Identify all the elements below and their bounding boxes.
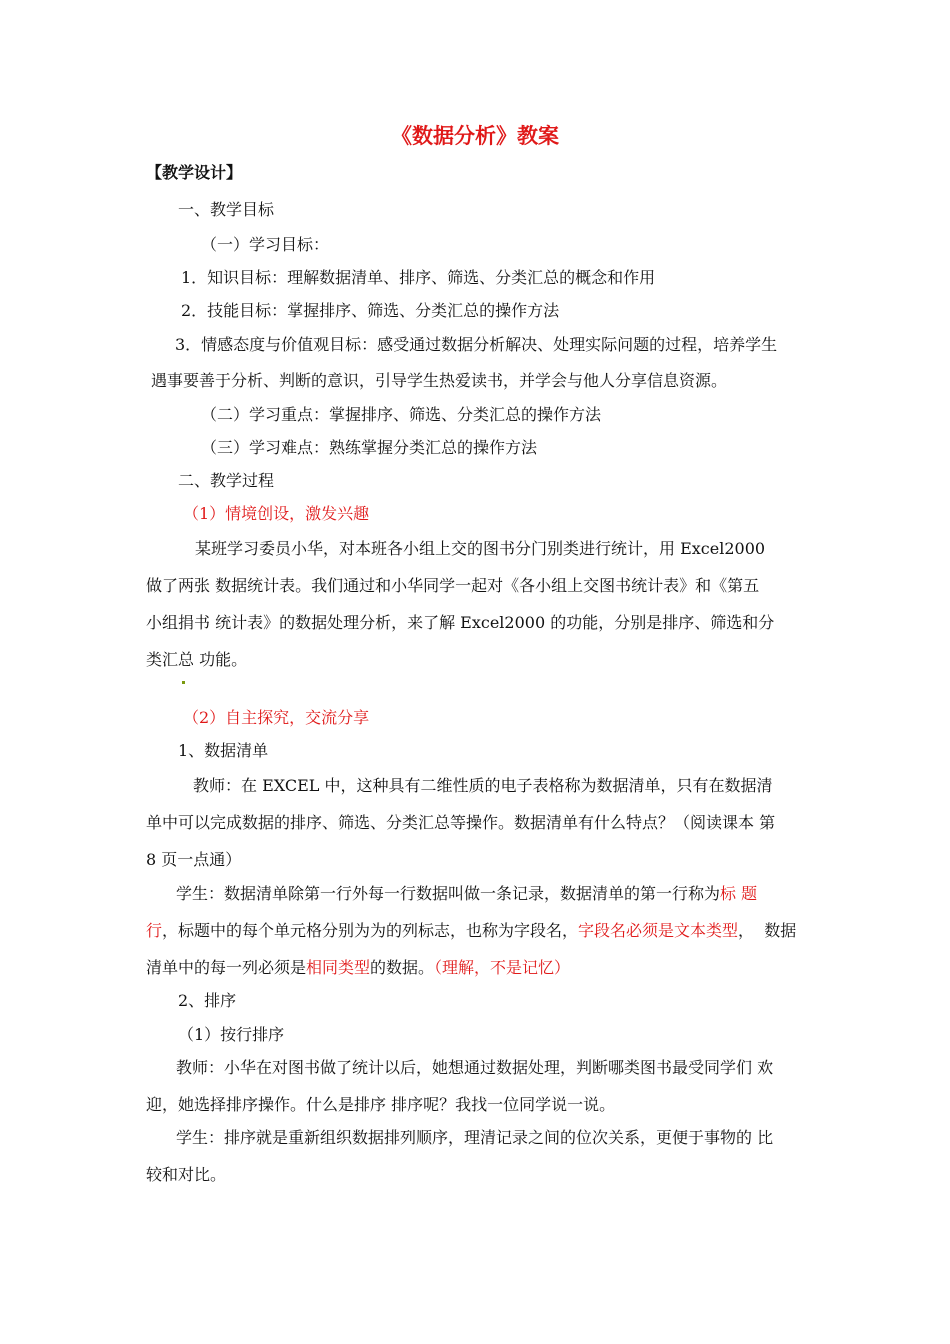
paragraph-line: 教师：在 EXCEL 中，这种具有二维性质的电子表格称为数据清单，只有在数据清 [193,776,773,795]
text-run: 学生：数据清单除第一行外每一行数据叫做一条记录，数据清单的第一行称为 [176,884,721,903]
design-label: 【教学设计】 [146,163,243,182]
text-run: ，标题中的每个单元格分别为为的列标志，也称为字段名， [162,921,579,940]
subsection-heading: 1、数据清单 [178,741,269,760]
section-heading: 一、教学目标 [178,200,275,219]
goal-item-continuation: 遇事要善于分析、判断的意识，引导学生热爱读书，并学会与他人分享信息资源。 [151,371,728,390]
section-heading: 二、教学过程 [178,471,275,490]
paragraph-line: 小组捐书 统计表》的数据处理分析，来了解 Excel2000 的功能，分别是排序、筛选和分 [146,613,775,632]
paragraph-line: 迎，她选择排序操作。什么是排序 排序呢？我找一位同学说一说。 [146,1095,616,1114]
paragraph-line: 8 页一点通） [146,850,242,869]
paragraph-line [146,921,796,941]
step-heading: （2）自主探究，交流分享 [183,708,370,727]
goal-item: 2．技能目标：掌握排序、筛选、分类汇总的操作方法 [181,301,560,320]
paragraph-line: 教师：小华在对图书做了统计以后，她想通过数据处理，判断哪类图书最受同学们 欢 [176,1058,774,1077]
highlight-text: 标 题 [720,884,758,903]
paragraph-line: 学生：排序就是重新组织数据排列顺序，理清记录之间的位次关系，更便于事物的 比 [176,1128,774,1147]
highlight-text: 字段名必须是文本类型 [578,921,739,940]
document-title: 《数据分析》教案 [391,123,559,148]
text-run: 的数据。 [370,958,435,977]
paragraph-line [176,884,757,904]
paragraph-line: 较和对比。 [146,1165,227,1184]
paragraph-line [146,958,570,978]
paragraph-line: 做了两张 数据统计表。我们通过和小华同学一起对《各小组上交图书统计表》和《第五 [146,576,760,595]
text-run: ， 数据 [738,921,797,940]
stray-mark [182,681,185,684]
subsection-heading: （三）学习难点：熟练掌握分类汇总的操作方法 [201,438,538,457]
subsection-heading: （一）学习目标： [201,235,330,254]
paragraph-line: 单中可以完成数据的排序、筛选、分类汇总等操作。数据清单有什么特点？（阅读课本 第 [146,813,776,832]
subsection-heading: （二）学习重点：掌握排序、筛选、分类汇总的操作方法 [201,405,602,424]
goal-item: 3．情感态度与价值观目标：感受通过数据分析解决、处理实际问题的过程，培养学生 [175,335,778,354]
highlight-text: 相同类型 [306,958,371,977]
step-heading: （1）情境创设，激发兴趣 [183,504,370,523]
subsection-heading: 2、排序 [178,991,237,1010]
paragraph-line: 类汇总 功能。 [146,650,248,669]
paragraph-line: 某班学习委员小华，对本班各小组上交的图书分门别类进行统计，用 Excel2000 [195,539,766,558]
highlight-text: （理解，不是记忆） [434,958,571,977]
goal-item: 1．知识目标：理解数据清单、排序、筛选、分类汇总的概念和作用 [181,268,656,287]
text-run: 清单中的每一列必须是 [146,958,307,977]
subsection-heading: （1）按行排序 [178,1025,285,1044]
highlight-text: 行 [146,921,163,940]
